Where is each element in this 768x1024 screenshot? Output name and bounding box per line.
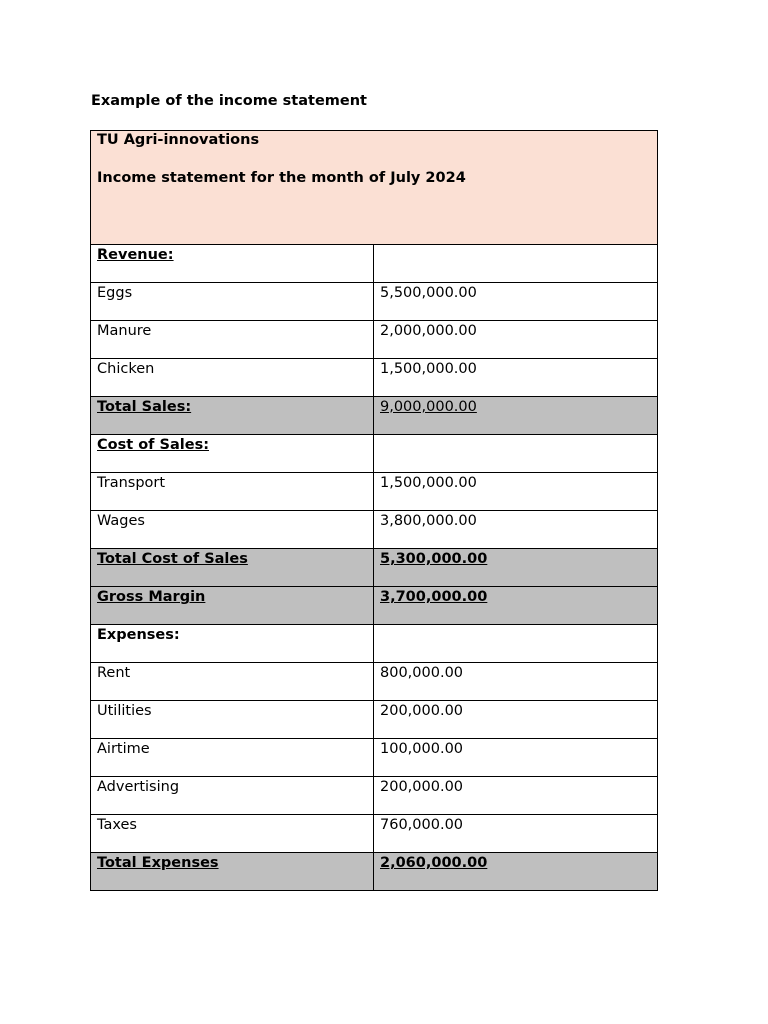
line-item-label-text: Airtime <box>97 741 150 757</box>
line-item-label <box>91 321 374 359</box>
statement-header-row <box>91 131 658 245</box>
line-item-amount <box>374 397 658 435</box>
line-item-label-text: Rent <box>97 665 131 681</box>
line-item-amount <box>374 359 658 397</box>
line-item-amount <box>374 815 658 853</box>
line-item-amount <box>374 549 658 587</box>
line-item-label-text: Taxes <box>97 817 137 833</box>
company-name: TU Agri-innovations <box>97 132 260 148</box>
table-row <box>91 549 658 587</box>
line-item-label-text: Eggs <box>97 285 133 301</box>
table-row <box>91 625 658 663</box>
line-item-label <box>91 701 374 739</box>
table-row <box>91 359 658 397</box>
line-item-amount <box>374 777 658 815</box>
line-item-amount <box>374 663 658 701</box>
line-item-label-text: Wages <box>97 513 145 529</box>
table-row <box>91 587 658 625</box>
line-item-amount-text: 2,000,000.00 <box>380 323 477 339</box>
table-row <box>91 777 658 815</box>
line-item-label <box>91 435 374 473</box>
line-item-amount <box>374 853 658 891</box>
line-item-amount-text: 2,060,000.00 <box>380 855 488 871</box>
line-item-label <box>91 777 374 815</box>
line-item-label <box>91 625 374 663</box>
table-row <box>91 815 658 853</box>
line-item-label-text: Gross Margin <box>97 589 206 605</box>
table-row <box>91 283 658 321</box>
line-item-label-text: Manure <box>97 323 152 339</box>
line-item-label-text: Utilities <box>97 703 152 719</box>
line-item-amount-text: 5,300,000.00 <box>380 551 488 567</box>
line-item-label <box>91 245 374 283</box>
statement-period: Income statement for the month of July 2024 <box>97 170 466 186</box>
line-item-amount-text: 3,800,000.00 <box>380 513 477 529</box>
line-item-label-text: Total Sales: <box>97 399 192 415</box>
line-item-label <box>91 815 374 853</box>
line-item-label-text: Expenses: <box>97 627 180 643</box>
table-row <box>91 435 658 473</box>
income-statement-table <box>90 130 658 891</box>
line-item-amount <box>374 245 658 283</box>
line-item-label <box>91 359 374 397</box>
table-row <box>91 853 658 891</box>
line-item-amount <box>374 321 658 359</box>
line-item-amount-text: 5,500,000.00 <box>380 285 477 301</box>
table-row <box>91 739 658 777</box>
line-item-amount <box>374 511 658 549</box>
line-item-label-text: Cost of Sales: <box>97 437 209 453</box>
table-row <box>91 511 658 549</box>
line-item-amount-text: 800,000.00 <box>380 665 464 681</box>
line-item-amount-text: 9,000,000.00 <box>380 399 477 415</box>
line-item-amount-text: 100,000.00 <box>380 741 464 757</box>
line-item-label <box>91 549 374 587</box>
line-item-label-text: Revenue: <box>97 247 174 263</box>
line-item-label-text: Advertising <box>97 779 180 795</box>
line-item-amount-text: 1,500,000.00 <box>380 361 477 377</box>
document-heading: Example of the income statement <box>91 93 367 109</box>
line-item-amount <box>374 283 658 321</box>
line-item-amount <box>374 587 658 625</box>
line-item-amount <box>374 739 658 777</box>
line-item-amount-text: 760,000.00 <box>380 817 464 833</box>
line-item-amount-text: 200,000.00 <box>380 779 464 795</box>
line-item-amount-text: 200,000.00 <box>380 703 464 719</box>
line-item-label <box>91 283 374 321</box>
line-item-label-text: Chicken <box>97 361 155 377</box>
line-item-amount <box>374 701 658 739</box>
line-item-label <box>91 587 374 625</box>
line-item-amount-text: 1,500,000.00 <box>380 475 477 491</box>
table-row <box>91 245 658 283</box>
line-item-label <box>91 511 374 549</box>
line-item-amount <box>374 625 658 663</box>
line-item-label <box>91 397 374 435</box>
line-item-label-text: Total Cost of Sales <box>97 551 248 567</box>
line-item-label <box>91 853 374 891</box>
line-item-label <box>91 739 374 777</box>
table-row <box>91 397 658 435</box>
statement-header-cell <box>91 131 658 245</box>
line-item-amount-text: 3,700,000.00 <box>380 589 488 605</box>
table-row <box>91 701 658 739</box>
line-item-label-text: Transport <box>97 475 166 491</box>
table-row <box>91 663 658 701</box>
line-item-amount <box>374 435 658 473</box>
line-item-label <box>91 473 374 511</box>
table-row <box>91 321 658 359</box>
line-item-label <box>91 663 374 701</box>
line-item-amount <box>374 473 658 511</box>
table-row <box>91 473 658 511</box>
line-item-label-text: Total Expenses <box>97 855 219 871</box>
